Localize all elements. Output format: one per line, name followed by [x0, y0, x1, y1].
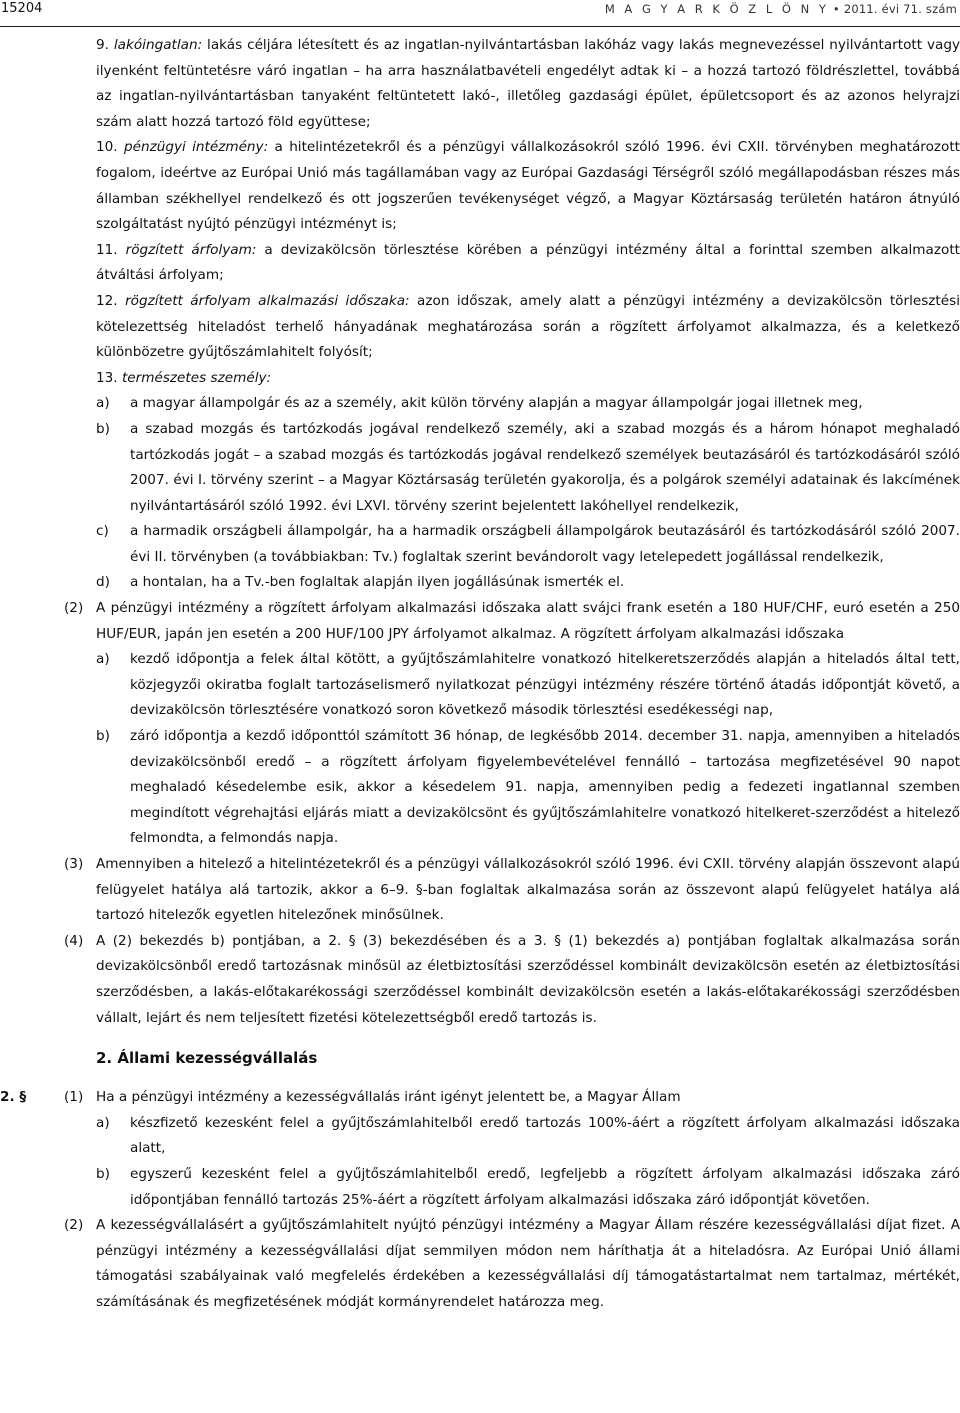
definition-13 [0, 366, 960, 392]
definition-9 [0, 33, 960, 135]
paragraph-2 [0, 596, 960, 647]
definition-13-subitems [0, 391, 960, 596]
page-body [0, 33, 960, 1316]
paragraph-text: A kezességvállalásért a gyűjtőszámlahitelt nyújtó pénzügyi intézmény a Magyar Állam részére kezességvállalási díjat fizet. A pénzügyi intézmény a kezességvállalási díjat semmilyen módon nem háríthatja át a hiteladósra. Az Európai Unió állami támogatási szabályainak való megfelelés érdekében a kezességvállalási díj támogatástartalmat nem tartalmaz, mértékét, számításának és megfizetésének módját kormányrendelet határozza meg. [96, 1217, 960, 1310]
item-number: 12. [96, 292, 118, 309]
item-number: 11. [96, 241, 118, 258]
definition-10 [0, 135, 960, 237]
defined-term: rögzített árfolyam alkalmazási időszaka: [125, 292, 410, 309]
running-head [605, 2, 957, 16]
subitem-text: kezdő időpontja a felek által kötött, a gyűjtőszámlahitelre vonatkozó hitelkeretszerződés alapján a hiteladós által tett, közjegyzői okiratba foglalt tartozáselismerő nyilatkozat pénzügyi intézmény részére történő átadás időpontját követő, a devizakölcsön törlesztésére vonatkozó soron következő második törlesztési esedékességi nap, [130, 651, 960, 719]
paragraph-2-subitem-a [0, 647, 960, 724]
paragraph-number: (4) [64, 932, 84, 949]
paragraph-number: (1) [64, 1089, 84, 1106]
paragraph-text: Amennyiben a hitelező a hitelintézetekről és a pénzügyi vállalkozásokról szóló 1996. évi CXII. törvény alapján összevont alapú felügyelet hatálya alá tartozik, akkor a 6–9. §-ban foglaltak alkalmazása során az összevont alapú felügyelet hatálya alá tartozó hitelezők egyetlen hitelezőnek minősülnek. [96, 856, 960, 924]
paragraph-text: A (2) bekezdés b) pontjában, a 2. § (3) bekezdésében és a 3. § (1) bekezdés a) pontjában foglaltak alkalmazása során devizakölcsönből eredő tartozásnak minősül az életbiztosítási szerződéssel kombinált devizakölcsön esetén az életbiztosítási szerződésben, a lakás-előtakarékossági szerződéssel kombinált devizakölcsön esetén a lakás-előtakarékossági szerződésben vállalt, lejárt és nem teljesített fizetési kötelezettségből eredő tartozás is. [96, 932, 960, 1026]
subitem-letter: b) [96, 420, 110, 437]
paragraph-4 [0, 929, 960, 1031]
defined-term: rögzített árfolyam: [125, 241, 257, 258]
definition-11 [0, 238, 960, 289]
defined-term: természetes személy: [121, 369, 272, 386]
paragraph-number: (2) [64, 1217, 84, 1234]
subitem-letter: b) [96, 1165, 110, 1182]
paragraph-text-block [0, 1085, 960, 1111]
subitem-text: a hontalan, ha a Tv.-ben foglaltak alapján ilyen jogállásúnak ismerték el. [130, 574, 625, 591]
item-number: 13. [96, 369, 118, 386]
subitem-letter: a) [96, 651, 110, 668]
subitem-text: a harmadik országbeli állampolgár, ha a harmadik országbeli állampolgárok beutazásáról és tartózkodásáról szóló 2007. évi II. törvényben (a továbbiakban: Tv.) foglaltak szerint bevándorolt vagy letelepedett jogállással rendelkezik, [130, 523, 960, 565]
item-number: 10. [96, 139, 118, 156]
subitem-letter: a) [96, 1114, 110, 1131]
definition-text: a hitelintézetekről és a pénzügyi vállalkozásokról szóló 1996. évi CXII. törvényben meghatározott fogalom, ideértve az Európai Unió más tagállamában vagy az Európai Gazdasági Térségről szóló megállapodásban részes más államban székhellyel rendelkező és ott jogszerűen tevékenységet végző, a Magyar Köztársaság területén határon átnyúló szolgáltatást nyújtó pénzügyi intézményt is; [96, 139, 960, 233]
section-2-subitem-b [0, 1162, 960, 1213]
subitem-a [0, 391, 960, 417]
subitem-text: egyszerű kezesként felel a gyűjtőszámlahitelből eredő, legfeljebb a rögzített árfolyam alkalmazási időszaka záró időpontjában fennálló tartozás 25%-áért a rögzített árfolyam alkalmazási időszaka záró időpontját követően. [130, 1165, 960, 1208]
defined-term: lakóingatlan: [113, 37, 203, 53]
section-title: 2. Állami kezességvállalás [96, 1049, 318, 1068]
subitem-text: készfizető kezesként felel a gyűjtőszámlahitelből eredő tartozás 100%-áért a rögzített árfolyam alkalmazási időszaka alatt, [130, 1114, 960, 1157]
section-2-paragraph-1 [0, 1085, 960, 1111]
defined-term: pénzügyi intézmény: [123, 139, 269, 156]
subitem-d [0, 570, 960, 596]
subitem-letter: b) [96, 728, 110, 745]
section-heading [0, 1043, 960, 1073]
paragraph-text: A pénzügyi intézmény a rögzített árfolyam alkalmazási időszaka alatt svájci frank esetén a 180 HUF/CHF, euró esetén a 250 HUF/EUR, japán jen esetén a 200 HUF/100 JPY árfolyamot alkalmaz. A rögzített árfolyam alkalmazási időszaka [96, 600, 960, 642]
subitem-text: a magyar állampolgár és az a személy, akit külön törvény alapján a magyar állampolgár jogai illetnek meg, [130, 395, 863, 412]
paragraph-text: Ha a pénzügyi intézmény a kezességvállalás iránt igényt jelentett be, a Magyar Állam [96, 1089, 681, 1106]
bullet-separator: • [832, 2, 840, 16]
issue-info: 2011. évi 71. szám [843, 2, 957, 16]
definition-text: lakás céljára létesített és az ingatlan-nyilvántartásban lakóház vagy lakás megnevezéssel nyilvántartott vagy ilyenként feltüntetésre váró ingatlan – ha arra használatbavételi engedélyt adtak ki – a hozzá tartozó földrészlettel, továbbá az ingatlan-nyilvántartásban tanyaként feltüntetett lakó-, illetőleg gazdasági épület, épületcsoport és az azonos helyrajzi szám alatt hozzá tartozó föld együttese; [96, 37, 960, 130]
subitem-text: záró időpontja a kezdő időponttól számított 36 hónap, de legkésőbb 2014. december 31. napja, amennyiben a hiteladós devizakölcsönből eredő – a rögzített árfolyam figyelembevételével fennálló – tartozása megfizetésével 90 napot meghaladó késedelembe esik, akkor a késedelem 91. napja, amennyiben pedig a fedezeti ingatlannal szemben megindított végrehajtási eljárás miatt a devizakölcsönt és gyűjtőszámlahitelre vonatkozó hitelkeret-szerződést a hitelező felmondta, a felmondás napja. [130, 728, 960, 847]
subitem-c [0, 519, 960, 570]
subitem-letter: a) [96, 395, 110, 412]
section-2-paragraph-2 [0, 1213, 960, 1315]
definition-text: a devizakölcsön törlesztése körében a pénzügyi intézmény által a forinttal szemben alkalmazott átváltási árfolyam; [96, 241, 960, 284]
subitem-letter: d) [96, 574, 110, 591]
definition-text: azon időszak, amely alatt a pénzügyi intézmény a devizakölcsön törlesztési kötelezettség hiteladóst terhelő hányadának meghatározása során a rögzített árfolyamot alkalmazza, és a keletkező különbözetre gyűjtőszámlahitelt folyósít; [96, 292, 960, 361]
paragraph-number: (3) [64, 856, 84, 872]
definition-12 [0, 289, 960, 366]
section-2-subitem-a [0, 1111, 960, 1162]
page-number: 15204 [1, 1, 43, 16]
paragraph-3 [0, 852, 960, 929]
paragraph-number: (2) [64, 600, 84, 617]
paragraph-2-subitem-b [0, 724, 960, 852]
section-sign: 2. § [0, 1089, 27, 1106]
journal-title: M A G Y A R K Ö Z L Ö N Y [604, 2, 829, 16]
subitem-letter: c) [96, 523, 109, 540]
page-header [0, 0, 960, 27]
subitem-b [0, 417, 960, 519]
item-number: 9. [96, 37, 109, 53]
subitem-text: a szabad mozgás és tartózkodás jogával rendelkező személy, aki a szabad mozgás és a három hónapot meghaladó tartózkodás jogát – a szabad mozgás és tartózkodás jogával rendelkező személyek beutazásáról és tartózkodásáról szóló 2007. évi I. törvény szerint – a Magyar Köztársaság területén gyakorolja, és a polgárok személyi adatainak és lakcímének nyilvántartásáról szóló 1992. évi LXVI. törvény szerint bejelentett lakóhellyel rendelkezik, [130, 420, 960, 514]
